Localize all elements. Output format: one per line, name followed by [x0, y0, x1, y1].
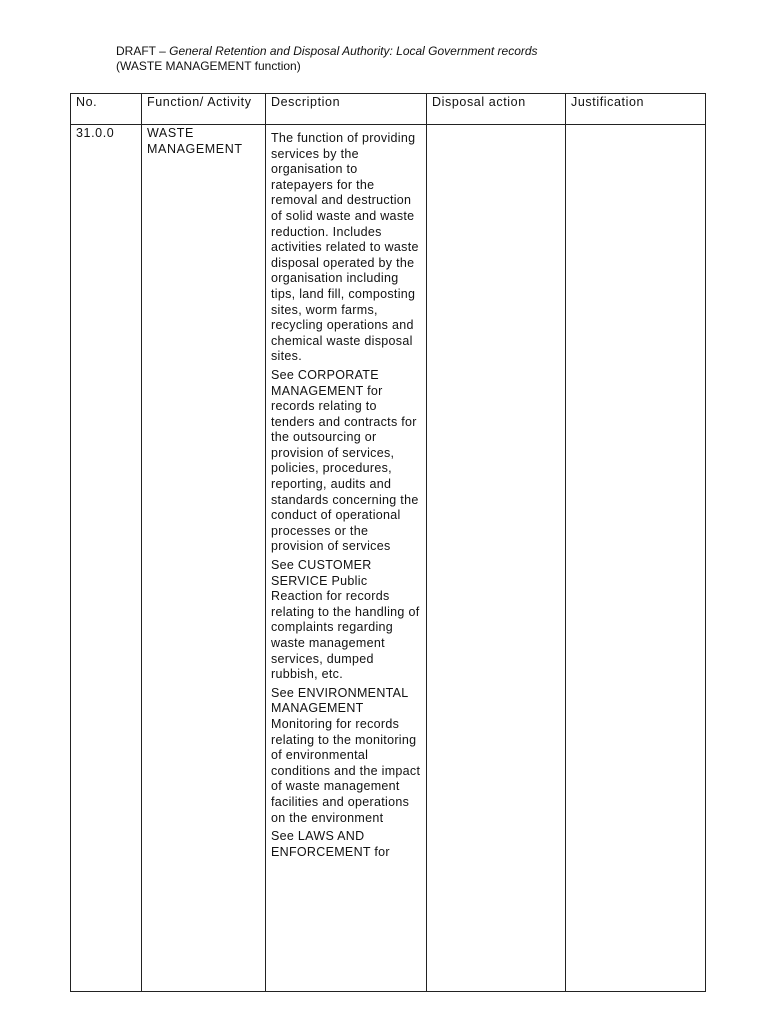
retention-table [70, 93, 706, 992]
description-paragraph: The function of providing services by the organisation to ratepayers for the removal and destruction of solid waste and waste reduction. Includes activities related to waste disposal operated by the organisation including tips, land fill, composting sites, worm farms, recycling operations and chemical waste disposal sites. [271, 131, 419, 364]
table-header [71, 94, 706, 125]
column-header-no: No. [71, 94, 142, 125]
document-title-line [116, 44, 538, 59]
column-header-function: Function/ Activity [142, 94, 266, 125]
column-header-description: Description [266, 94, 427, 125]
column-header-disposal-action: Disposal action [427, 94, 566, 125]
description-paragraph: See ENVIRONMENTAL MANAGEMENT Monitoring for records relating to the monitoring of environmental conditions and the impact of waste management facilities and operations on the environment [271, 685, 421, 825]
description-paragraph: See CORPORATE MANAGEMENT for records relating to tenders and contracts for the outsourcing or provision of services, policies, procedures, reporting, audits and standards concerning the conduct of operational processes or the provision of services [271, 367, 419, 554]
cell-function: WASTE MANAGEMENT [142, 125, 266, 992]
cell-disposal-action [427, 125, 566, 992]
document-subtitle: (WASTE MANAGEMENT function) [116, 59, 301, 73]
table-header-row [71, 94, 706, 125]
cell-description [266, 125, 427, 992]
description-paragraph: See LAWS AND ENFORCEMENT for [271, 829, 390, 859]
description-paragraph: See CUSTOMER SERVICE Public Reaction for records relating to the handling of complaints regarding waste management services, dumped rubbish, etc. [271, 558, 420, 682]
document-title: General Retention and Disposal Authority: Local Government records [169, 44, 538, 58]
cell-no: 31.0.0 [71, 125, 142, 992]
column-header-justification: Justification [566, 94, 706, 125]
document-header [116, 44, 538, 74]
table-row [71, 125, 706, 992]
cell-justification [566, 125, 706, 992]
draft-label: DRAFT – [116, 44, 170, 58]
